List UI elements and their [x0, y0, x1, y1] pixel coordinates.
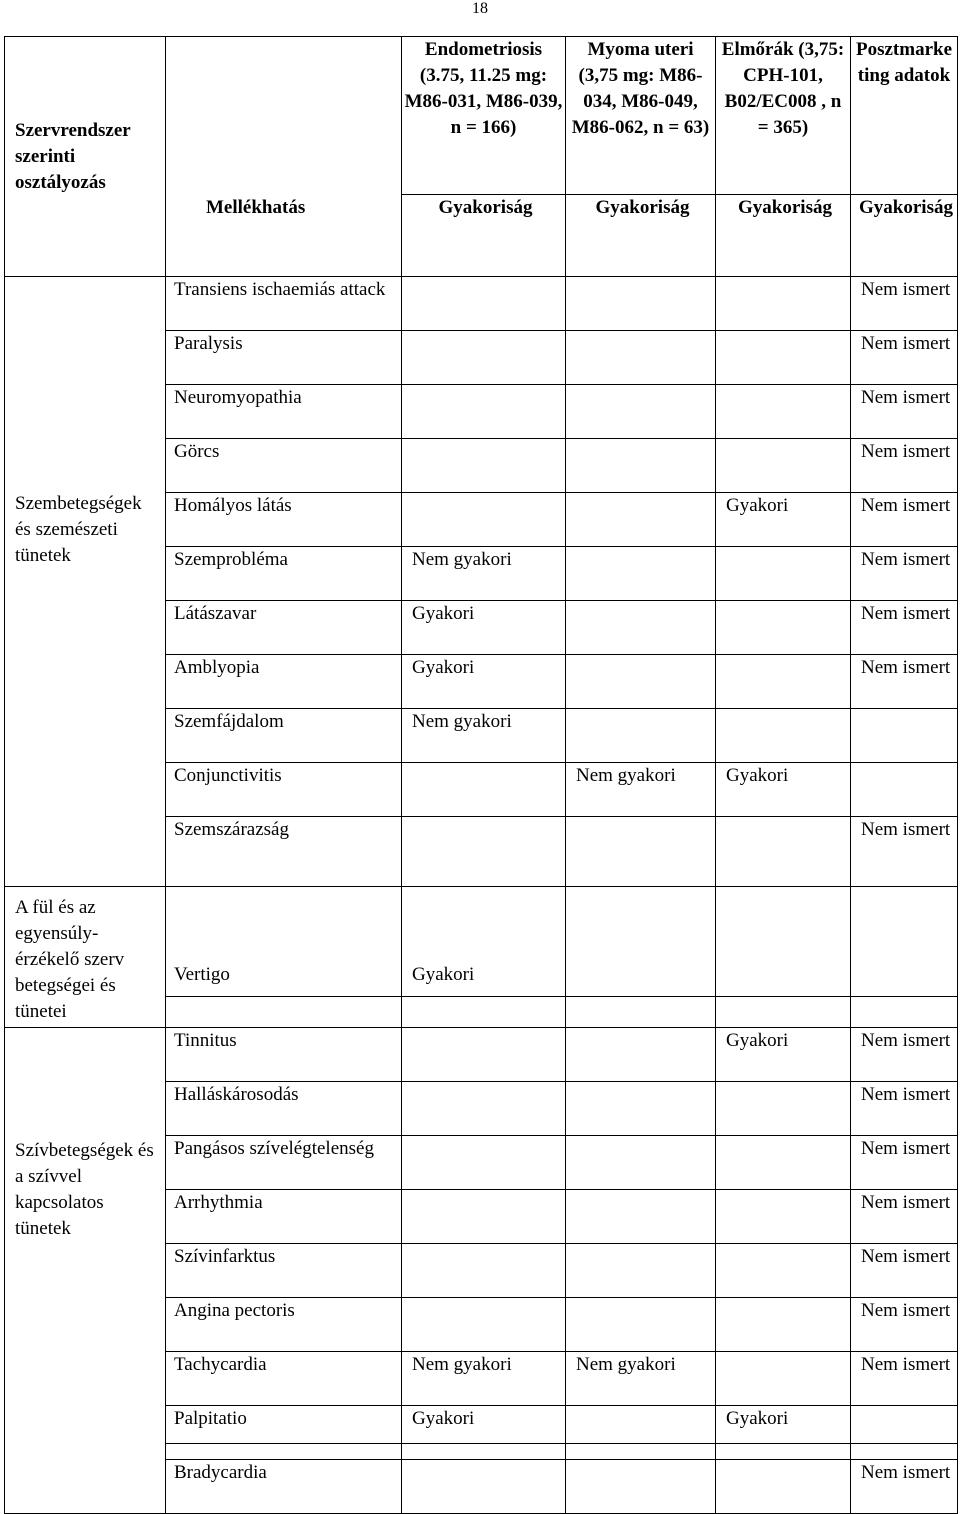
- freq-cell: [716, 547, 851, 601]
- effect-cell: Homályos látás: [166, 493, 402, 547]
- freq-cell: [716, 277, 851, 331]
- freq-cell: Nem ismert: [851, 1352, 958, 1406]
- freq-cell: [566, 277, 716, 331]
- freq-cell: [716, 1460, 851, 1514]
- freq-cell: [851, 887, 958, 997]
- freq-cell: [566, 817, 716, 887]
- header-frequency-2: Gyakoriság: [566, 195, 716, 277]
- empty-cell: [851, 997, 958, 1028]
- effect-cell: Conjunctivitis: [166, 763, 402, 817]
- freq-cell: Nem ismert: [851, 1028, 958, 1082]
- empty-cell: [166, 1444, 402, 1460]
- freq-cell: Nem ismert: [851, 331, 958, 385]
- effect-cell: Szemprobléma: [166, 547, 402, 601]
- table-row: [5, 887, 958, 997]
- freq-cell: [566, 1136, 716, 1190]
- freq-cell: [566, 1244, 716, 1298]
- freq-cell: [716, 887, 851, 997]
- adverse-effects-table: [4, 36, 958, 1514]
- empty-cell: [402, 997, 566, 1028]
- freq-cell: [716, 1352, 851, 1406]
- effect-cell: Paralysis: [166, 331, 402, 385]
- freq-cell: Gyakori: [716, 493, 851, 547]
- effect-cell: Szemfájdalom: [166, 709, 402, 763]
- effect-cell: Neuromyopathia: [166, 385, 402, 439]
- freq-cell: [402, 817, 566, 887]
- freq-cell: [402, 1082, 566, 1136]
- effect-cell: Amblyopia: [166, 655, 402, 709]
- freq-cell: [566, 1028, 716, 1082]
- empty-cell: [402, 1444, 566, 1460]
- freq-cell: Nem ismert: [851, 385, 958, 439]
- freq-cell: [716, 1136, 851, 1190]
- effect-cell: Tachycardia: [166, 1352, 402, 1406]
- effect-cell: Arrhythmia: [166, 1190, 402, 1244]
- effect-cell: Palpitatio: [166, 1406, 402, 1444]
- freq-cell: [716, 601, 851, 655]
- freq-cell: Nem ismert: [851, 655, 958, 709]
- freq-cell: [402, 1136, 566, 1190]
- effect-cell: Halláskárosodás: [166, 1082, 402, 1136]
- freq-cell: [566, 1460, 716, 1514]
- freq-cell: [566, 547, 716, 601]
- effect-cell: Szívinfarktus: [166, 1244, 402, 1298]
- header-frequency-4: Gyakoriság: [851, 195, 958, 277]
- empty-cell: [566, 1444, 716, 1460]
- freq-cell: [716, 1298, 851, 1352]
- freq-cell: [716, 439, 851, 493]
- freq-cell: [566, 1298, 716, 1352]
- freq-cell: Gyakori: [402, 1406, 566, 1444]
- freq-cell: Nem gyakori: [566, 763, 716, 817]
- freq-cell: [716, 1082, 851, 1136]
- freq-cell: [566, 385, 716, 439]
- effect-cell: Bradycardia: [166, 1460, 402, 1514]
- freq-cell: [566, 655, 716, 709]
- freq-cell: Nem ismert: [851, 547, 958, 601]
- freq-cell: Nem ismert: [851, 1298, 958, 1352]
- empty-cell: [851, 1444, 958, 1460]
- freq-cell: Nem ismert: [851, 277, 958, 331]
- freq-cell: [716, 655, 851, 709]
- table-row: [5, 1028, 958, 1082]
- header-prostate-cancer: Elmőrák (3,75: CPH-101, B02/EC008 , n = 365): [716, 37, 851, 195]
- freq-cell: [402, 1190, 566, 1244]
- freq-cell: [566, 1082, 716, 1136]
- effect-cell: Angina pectoris: [166, 1298, 402, 1352]
- header-organ-system-label: Szervrendszer szerinti osztályozás: [15, 119, 131, 193]
- freq-cell: [716, 385, 851, 439]
- freq-cell: [566, 887, 716, 997]
- header-myoma: Myoma uteri (3,75 mg: M86-034, M86-049, M86-062, n = 63): [566, 37, 716, 195]
- effect-cell: Szemszárazság: [166, 817, 402, 887]
- freq-cell: [402, 763, 566, 817]
- freq-cell: [402, 493, 566, 547]
- freq-cell: [402, 277, 566, 331]
- freq-cell: Nem ismert: [851, 1190, 958, 1244]
- header-frequency-3: Gyakoriság: [716, 195, 851, 277]
- freq-cell: Nem ismert: [851, 1082, 958, 1136]
- freq-cell: [566, 331, 716, 385]
- freq-cell: Gyakori: [402, 655, 566, 709]
- empty-cell: [566, 997, 716, 1028]
- freq-cell: Nem ismert: [851, 817, 958, 887]
- freq-cell: [716, 1244, 851, 1298]
- freq-cell: Gyakori: [402, 601, 566, 655]
- header-postmarketing: Posztmarketing adatok: [851, 37, 958, 195]
- freq-cell: [566, 493, 716, 547]
- header-row-1: [5, 37, 958, 195]
- freq-cell: [402, 1298, 566, 1352]
- freq-cell: Nem gyakori: [402, 1352, 566, 1406]
- effect-cell: Tinnitus: [166, 1028, 402, 1082]
- header-effect-top: [166, 37, 402, 195]
- effect-cell: Vertigo: [166, 887, 402, 997]
- freq-cell: Nem gyakori: [402, 547, 566, 601]
- effect-cell: Transiens ischaemiás attack: [166, 277, 402, 331]
- freq-cell: Nem ismert: [851, 601, 958, 655]
- freq-cell: [566, 1406, 716, 1444]
- freq-cell: Nem ismert: [851, 439, 958, 493]
- empty-cell: [716, 1444, 851, 1460]
- header-organ-system: [5, 37, 166, 277]
- freq-cell: [566, 601, 716, 655]
- effect-cell: Pangásos szívelégtelenség: [166, 1136, 402, 1190]
- freq-cell: Gyakori: [402, 887, 566, 997]
- header-frequency-1: Gyakoriság: [402, 195, 566, 277]
- category-eye: Szembetegségek és szemészeti tünetek: [5, 277, 166, 887]
- effect-cell: Látászavar: [166, 601, 402, 655]
- freq-cell: Gyakori: [716, 1028, 851, 1082]
- empty-cell: [716, 997, 851, 1028]
- freq-cell: [402, 1244, 566, 1298]
- freq-cell: [716, 331, 851, 385]
- freq-cell: [716, 709, 851, 763]
- freq-cell: [716, 1190, 851, 1244]
- freq-cell: [716, 817, 851, 887]
- freq-cell: Nem gyakori: [402, 709, 566, 763]
- freq-cell: Nem ismert: [851, 1244, 958, 1298]
- freq-cell: Nem ismert: [851, 1136, 958, 1190]
- page-number: 18: [472, 0, 488, 17]
- effect-cell: Görcs: [166, 439, 402, 493]
- freq-cell: [851, 709, 958, 763]
- category-ear: A fül és az egyensúly-érzékelő szerv betegségei és tünetei: [5, 887, 166, 1028]
- freq-cell: [402, 1028, 566, 1082]
- freq-cell: [402, 439, 566, 493]
- freq-cell: [851, 1406, 958, 1444]
- freq-cell: Nem ismert: [851, 1460, 958, 1514]
- freq-cell: Nem ismert: [851, 493, 958, 547]
- header-endometriosis: Endometriosis (3.75, 11.25 mg: M86-031, M86-039, n = 166): [402, 37, 566, 195]
- freq-cell: [402, 331, 566, 385]
- freq-cell: Gyakori: [716, 763, 851, 817]
- table-row: [5, 277, 958, 331]
- freq-cell: [566, 439, 716, 493]
- empty-cell: [166, 997, 402, 1028]
- category-heart: Szívbetegségek és a szívvel kapcsolatos tünetek: [5, 1028, 166, 1514]
- freq-cell: [402, 385, 566, 439]
- freq-cell: [566, 1190, 716, 1244]
- freq-cell: [851, 763, 958, 817]
- freq-cell: [566, 709, 716, 763]
- header-effect: Mellékhatás: [166, 195, 402, 277]
- freq-cell: Gyakori: [716, 1406, 851, 1444]
- freq-cell: Nem gyakori: [566, 1352, 716, 1406]
- freq-cell: [402, 1460, 566, 1514]
